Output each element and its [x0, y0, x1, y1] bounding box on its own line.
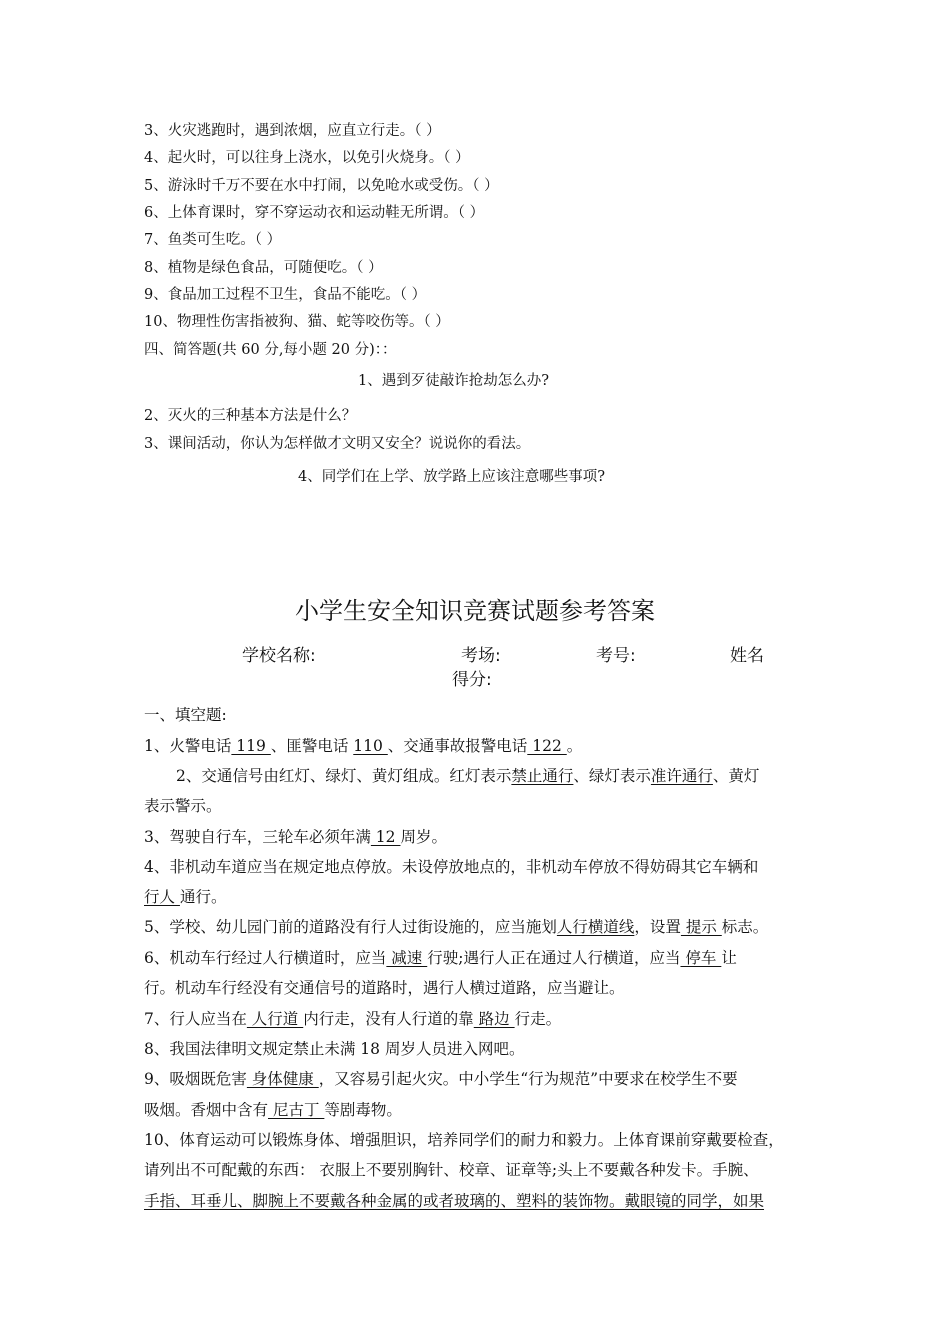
answer-9-text: 吸烟。香烟中含有	[144, 1101, 269, 1119]
answer-10-line-3: 手指、耳垂儿、脚腕上不要戴各种金属的或者玻璃的、塑料的装饰物。戴眼镜的同学，如果	[144, 1192, 765, 1210]
tf-question-8: 8、植物是绿色食品，可随便吃。（ ）	[144, 260, 383, 276]
answer-1-blank-traffic: 122	[527, 737, 567, 755]
answer-5-text: ，设置	[634, 918, 681, 936]
answer-4-text: 通行。	[179, 888, 227, 906]
answer-7-text: 行走。	[514, 1010, 562, 1028]
answer-7-blank-roadside: 路边	[473, 1010, 515, 1028]
answer-9	[144, 1067, 738, 1091]
answer-5-blank-warning: 提示	[680, 918, 722, 936]
answer-1-text: 。	[566, 737, 583, 755]
answer-2-text: 、绿灯表示	[573, 767, 651, 785]
answer-1-text: 1、火警电话	[144, 737, 232, 755]
answer-10-line-2: 请列出不可配戴的东西： 衣服上不要别胸针、校章、证章等;头上不要戴各种发卡。手腕、	[144, 1161, 759, 1179]
score-label: 得分:	[452, 670, 492, 690]
answer-7-text: 7、行人应当在	[144, 1010, 247, 1028]
short-question-3: 3、课间活动，你认为怎样做才文明又安全？说说你的看法。	[144, 436, 531, 452]
tf-question-5: 5、游泳时千万不要在水中打闹，以免呛水或受伤。（ ）	[144, 178, 499, 194]
answer-6-text: 行驶;遇行人正在通过人行横道，应当	[427, 949, 681, 967]
answer-2-text: 2、交通信号由红灯、绿灯、黄灯组成。红灯表示	[176, 767, 512, 785]
fill-blank-heading: 一、填空题:	[144, 706, 227, 724]
school-label: 学校名称:	[242, 646, 316, 666]
short-question-4: 4、同学们在上学、放学路上应该注意哪些事项?	[298, 469, 605, 485]
answer-4: 4、非机动车道应当在规定地点停放。未设停放地点的，非机动车停放不得妨碍其它车辆和	[144, 858, 759, 876]
tf-question-3: 3、火灾逃跑时，遇到浓烟，应直立行走。（ ）	[144, 123, 441, 139]
answer-4-blank-pedestrian: 行人	[144, 888, 180, 906]
answer-7-text: 内行走，没有人行道的靠	[303, 1010, 474, 1028]
answer-3-text: 3、驾驶自行车，三轮车必须年满	[144, 828, 371, 846]
answer-7	[144, 1007, 561, 1031]
answer-6-blank-stop: 停车	[680, 949, 722, 967]
tf-question-7: 7、鱼类可生吃。（ ）	[144, 232, 282, 248]
name-label: 姓名	[730, 646, 764, 666]
answer-4-continued	[144, 885, 226, 909]
answer-8: 8、我国法律明文规定禁止未满 18 周岁人员进入网吧。	[144, 1040, 525, 1058]
answer-1-blank-fire: 119	[231, 737, 271, 755]
answer-9-text: 9、吸烟既危害	[144, 1070, 247, 1088]
answer-2-blank-green: 准许通行	[650, 767, 713, 785]
answer-3-blank-age: 12	[370, 828, 401, 846]
answer-10: 10、体育运动可以锻炼身体、增强胆识，培养同学们的耐力和毅力。上体育课前穿戴要检查，	[144, 1131, 784, 1149]
answer-2	[176, 764, 759, 788]
answer-1-blank-police: 110	[353, 737, 388, 755]
answer-2-text: 、黄灯	[712, 767, 760, 785]
tf-question-10: 10、物理性伤害指被狗、猫、蛇等咬伤等。（ ）	[144, 314, 450, 330]
answer-9-text: 等剧毒物。	[324, 1101, 402, 1119]
tf-question-9: 9、食品加工过程不卫生，食品不能吃。（ ）	[144, 287, 427, 303]
answer-6-text: 6、机动车行经过人行横道时，应当	[144, 949, 387, 967]
answer-9-blank-nicotine: 尼古丁	[268, 1101, 325, 1119]
answer-1-text: 、匪警电话	[270, 737, 354, 755]
answer-5-text: 5、学校、幼儿园门前的道路没有行人过街设施的，应当施划	[144, 918, 557, 936]
answer-5-blank-crosswalk: 人行横道线	[556, 918, 635, 936]
answer-5	[144, 915, 768, 939]
answer-6-text: 让	[721, 949, 737, 967]
tf-question-4: 4、起火时，可以往身上浇水，以免引火烧身。（ ）	[144, 150, 470, 166]
answer-1-text: 、交通事故报警电话	[387, 737, 528, 755]
answer-9-blank-health: 身体健康	[246, 1070, 319, 1088]
section-four-heading: 四、简答题(共 60 分,每小题 20 分)：：	[144, 342, 397, 358]
answer-6	[144, 946, 737, 970]
short-question-1: 1、遇到歹徒敲诈抢劫怎么办?	[358, 373, 549, 389]
answer-1	[144, 734, 582, 758]
answer-3	[144, 825, 447, 849]
answer-7-blank-sidewalk: 人行道	[246, 1010, 304, 1028]
room-label: 考场:	[461, 646, 501, 666]
number-label: 考号:	[596, 646, 636, 666]
answer-2-blank-red: 禁止通行	[511, 767, 574, 785]
answer-9-continued	[144, 1098, 402, 1122]
answer-6-blank-slow: 减速	[386, 949, 428, 967]
answer-2-continued: 表示警示。	[144, 797, 222, 815]
answer-9-text: ，又容易引起火灾。中小学生“行为规范”中要求在校学生不要	[318, 1070, 738, 1088]
tf-question-6: 6、上体育课时，穿不穿运动衣和运动鞋无所谓。（ ）	[144, 205, 485, 221]
answer-6-continued: 行。机动车行经没有交通信号的道路时，遇行人横过道路，应当避让。	[144, 979, 625, 997]
answer-title: 小学生安全知识竞赛试题参考答案	[295, 597, 655, 625]
answer-5-text: 标志。	[721, 918, 769, 936]
short-question-2: 2、灭火的三种基本方法是什么？	[144, 408, 357, 424]
answer-3-text: 周岁。	[400, 828, 447, 846]
